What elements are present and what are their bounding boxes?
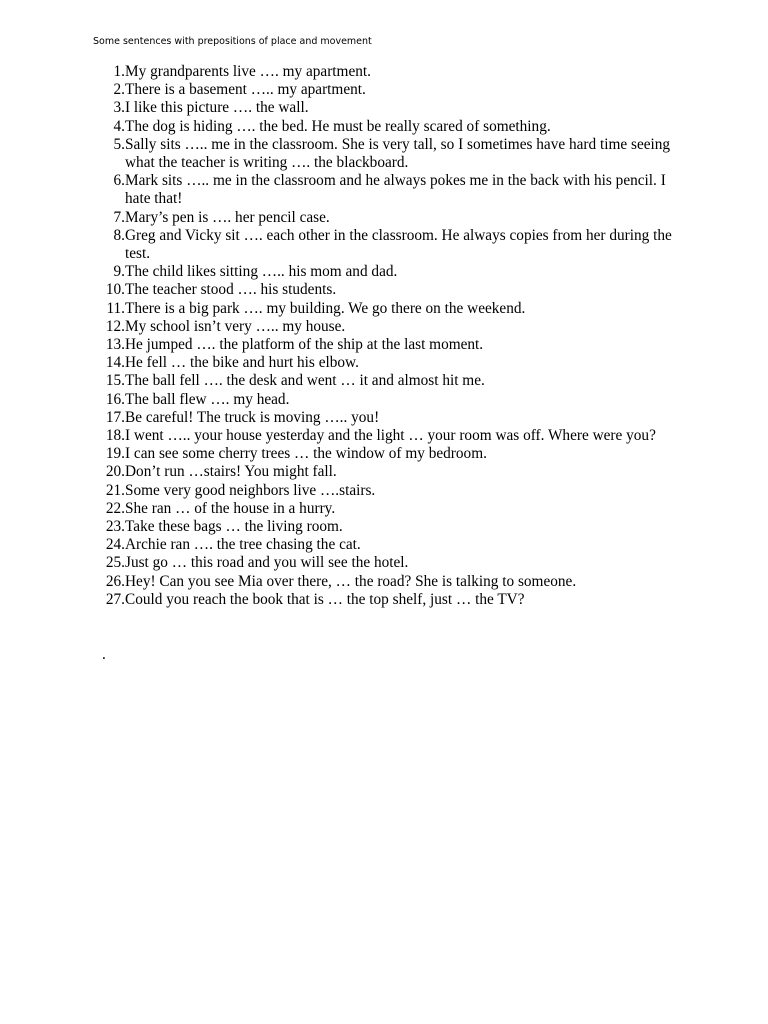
item-sentence: Sally sits ….. me in the classroom. She is very tall, so I sometimes have hard time seeing what the teacher is writing …. the blackboard. [125, 135, 671, 172]
list-item [96, 518, 686, 536]
item-number [96, 427, 125, 445]
list-item [96, 536, 686, 554]
item-sentence: Just go … this road and you will see the hotel. [125, 554, 409, 572]
item-number [96, 372, 125, 390]
list-item [96, 136, 686, 172]
list-item [96, 281, 686, 299]
item-sentence: Take these bags … the living room. [125, 518, 343, 536]
item-number-label: 11. [106, 299, 125, 317]
item-number-label: 13. [105, 336, 125, 354]
item-number-label: 9. [113, 263, 125, 281]
item-number-label: 20. [105, 463, 125, 481]
item-sentence: Mark sits ….. me in the classroom and he always pokes me in the back with his pencil. I hate that! [125, 172, 666, 208]
item-sentence: He fell … the bike and hurt his elbow. [125, 354, 359, 372]
item-number [96, 500, 125, 518]
list-item [96, 591, 686, 609]
item-number-label: 3. [113, 99, 125, 117]
item-sentence: The ball fell …. the desk and went … it and almost hit me. [125, 372, 485, 390]
item-number [96, 354, 125, 372]
item-number-label: 25. [105, 554, 125, 572]
item-number-label: 12. [105, 317, 125, 335]
item-number-label: 22. [105, 499, 125, 517]
item-number-label: 4. [113, 117, 125, 135]
item-number [96, 81, 125, 99]
sentence-list [96, 63, 686, 609]
item-number [96, 227, 125, 245]
item-number [96, 336, 125, 354]
list-item [96, 500, 686, 518]
page-header: Some sentences with prepositions of place and movement [93, 36, 372, 47]
item-number [96, 463, 125, 481]
item-number-label: 6. [113, 172, 125, 190]
list-item [96, 336, 686, 354]
item-sentence: My grandparents live …. my apartment. [125, 63, 371, 80]
item-number [96, 318, 125, 336]
item-number-label: 23. [105, 518, 125, 536]
item-sentence: I can see some cherry trees … the window of my bedroom. [125, 445, 487, 463]
item-number [96, 209, 125, 227]
list-item [96, 318, 686, 336]
item-sentence: The ball flew …. my head. [125, 390, 290, 408]
item-number [96, 409, 125, 427]
item-sentence: She ran … of the house in a hurry. [125, 499, 336, 517]
item-number-label: 2. [113, 81, 125, 99]
list-item [96, 391, 686, 409]
item-sentence: Don’t run …stairs! You might fall. [125, 463, 337, 481]
item-number-label: 19. [105, 445, 125, 463]
list-item [96, 263, 686, 281]
item-number-label: 10. [105, 281, 125, 299]
item-number [96, 99, 125, 117]
list-item [96, 372, 686, 390]
list-item [96, 573, 686, 591]
list-item [96, 172, 686, 208]
item-sentence: Mary’s pen is …. her pencil case. [125, 208, 330, 226]
item-number-label: 16. [105, 390, 125, 408]
item-sentence: Be careful! The truck is moving ….. you! [125, 408, 380, 426]
list-item [96, 354, 686, 372]
list-item [96, 427, 686, 445]
item-number-label: 5. [113, 135, 125, 153]
item-sentence: Archie ran …. the tree chasing the cat. [125, 536, 361, 554]
item-number [96, 136, 125, 154]
list-item [96, 118, 686, 136]
item-sentence: The teacher stood …. his students. [125, 281, 337, 299]
item-number [96, 281, 125, 299]
list-item [96, 300, 686, 318]
item-number-label: 21. [105, 481, 125, 499]
item-sentence: Some very good neighbors live ….stairs. [125, 481, 376, 499]
item-sentence: I went ….. your house yesterday and the light … your room was off. Where were you? [125, 427, 656, 445]
item-number-label: 8. [113, 226, 125, 244]
item-sentence: I like this picture …. the wall. [125, 99, 309, 117]
item-number-label: 14. [105, 354, 125, 372]
item-number-label: 15. [105, 372, 125, 390]
list-item [96, 99, 686, 117]
item-sentence: The child likes sitting ….. his mom and dad. [125, 263, 398, 281]
item-number [96, 118, 125, 136]
list-item [96, 81, 686, 99]
list-item [96, 227, 686, 263]
item-number [96, 263, 125, 281]
list-item [96, 463, 686, 481]
item-number [96, 172, 125, 190]
item-number-label: 26. [105, 572, 125, 590]
item-number-label: 17. [105, 408, 125, 426]
item-number-label: 27. [105, 590, 125, 608]
list-item [96, 209, 686, 227]
item-sentence: There is a basement ….. my apartment. [125, 81, 366, 99]
list-item [96, 482, 686, 500]
list-item [96, 554, 686, 572]
item-sentence: The dog is hiding …. the bed. He must be really scared of something. [125, 117, 551, 135]
item-sentence: There is a big park …. my building. We go there on the weekend. [125, 299, 526, 317]
list-item [96, 445, 686, 463]
item-number [96, 63, 125, 81]
item-sentence: Greg and Vicky sit …. each other in the classroom. He always copies from her during the test. [125, 226, 672, 263]
list-item [96, 409, 686, 427]
item-number-label: 24. [105, 536, 125, 554]
item-number [96, 573, 125, 591]
trailing-period: . [102, 646, 106, 663]
item-number [96, 391, 125, 409]
item-number [96, 518, 125, 536]
item-number [96, 482, 125, 500]
item-number [96, 445, 125, 463]
item-number-label: 7. [113, 208, 125, 226]
item-number [96, 591, 125, 609]
item-number [96, 300, 125, 318]
item-sentence: He jumped …. the platform of the ship at the last moment. [125, 336, 484, 354]
item-number-label: 18. [105, 427, 125, 445]
item-sentence: Could you reach the book that is … the top shelf, just … the TV? [125, 590, 525, 608]
list-item [96, 63, 686, 81]
item-number [96, 554, 125, 572]
item-sentence: Hey! Can you see Mia over there, … the road? She is talking to someone. [125, 572, 577, 590]
item-number [96, 536, 125, 554]
item-sentence: My school isn’t very ….. my house. [125, 317, 346, 335]
item-number-label: 1. [113, 63, 125, 80]
